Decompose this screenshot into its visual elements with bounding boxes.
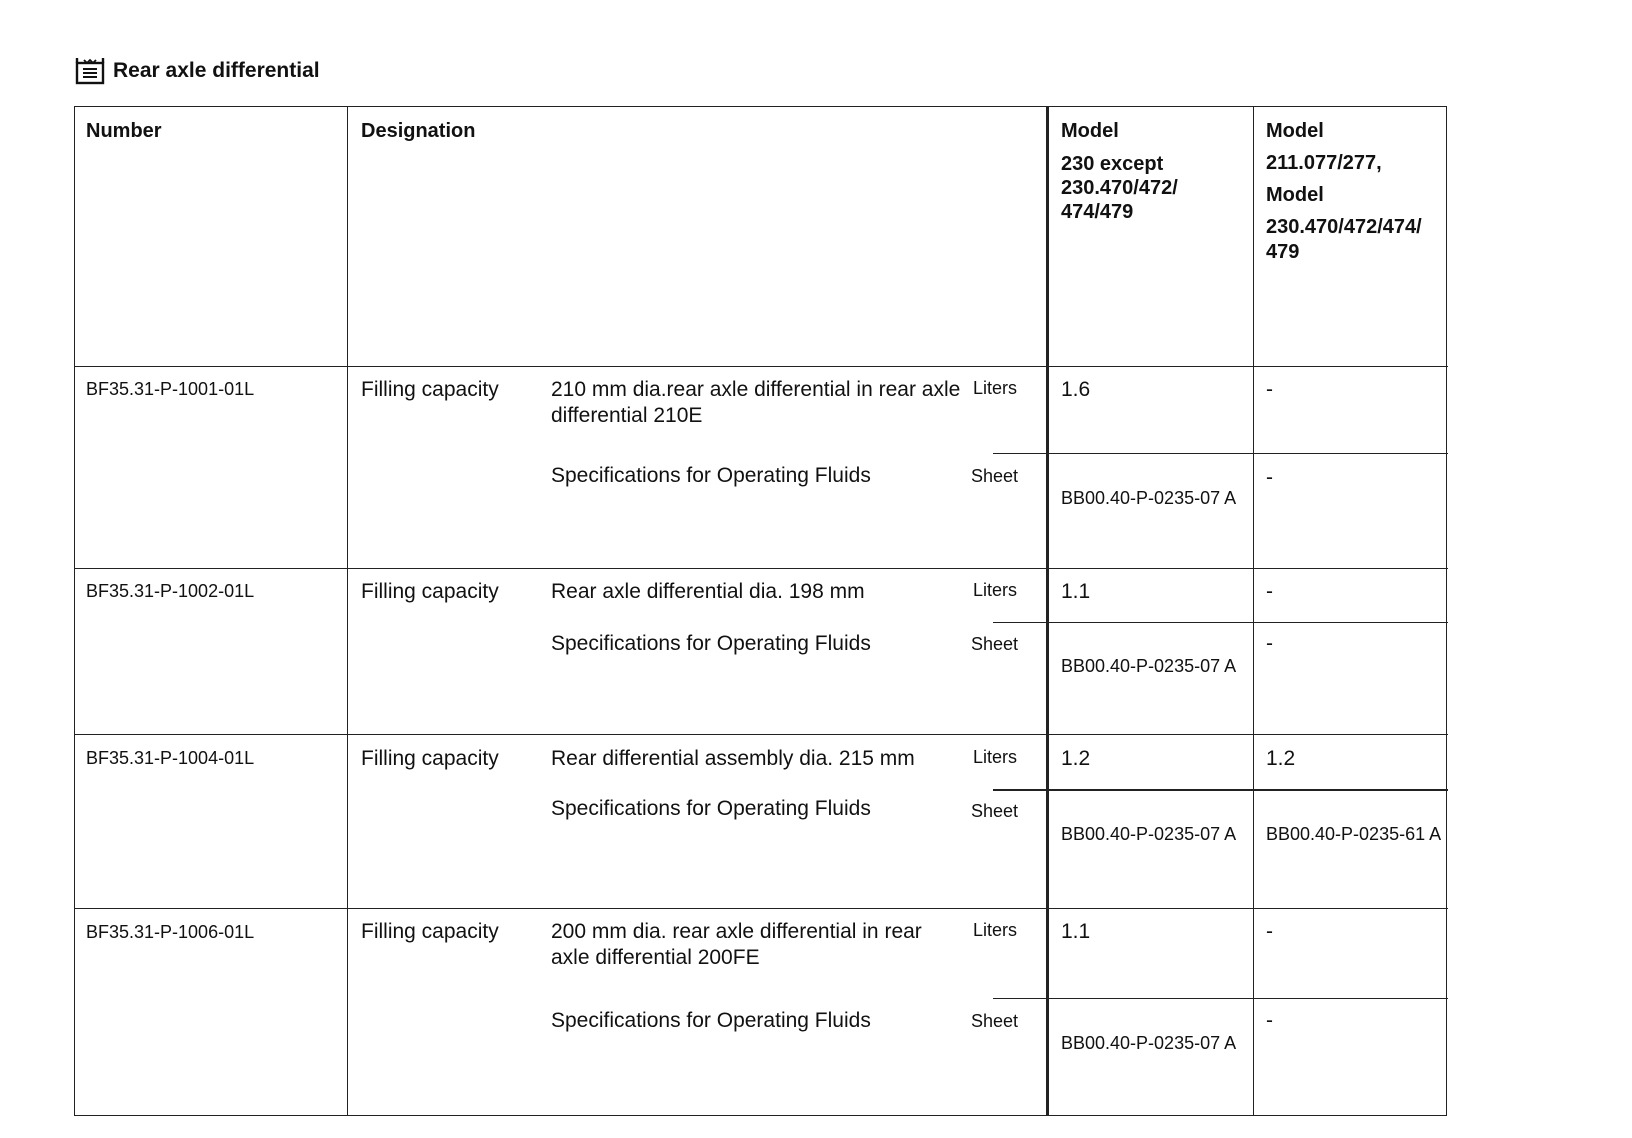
row-value-model-2: - xyxy=(1266,580,1273,603)
row-value-model-2: 1.2 xyxy=(1266,747,1296,770)
row-value-model-2: - xyxy=(1266,378,1273,401)
row-spec-unit: Sheet xyxy=(971,801,1019,821)
row-value-model-1: 1.1 xyxy=(1061,580,1091,603)
row-spec-unit: Sheet xyxy=(971,466,1019,486)
row-unit: Liters xyxy=(973,378,1018,398)
row-sheet-model-2: - xyxy=(1266,632,1273,655)
row-sheet-model-1: BB00.40-P-0235-07 A xyxy=(1061,488,1237,508)
row-value-model-2: - xyxy=(1266,920,1273,943)
header-model-2: Model 211.077/277, Model 230.470/472/474/ 479 xyxy=(1266,120,1422,263)
row-sheet-model-1: BB00.40-P-0235-07 A xyxy=(1061,656,1237,676)
row-spec-unit: Sheet xyxy=(971,1011,1019,1031)
row-number: BF35.31-P-1006-01L xyxy=(86,922,255,942)
row-description: Rear differential assembly dia. 215 mm xyxy=(551,747,915,770)
row-sheet-model-2: - xyxy=(1266,1009,1273,1032)
row-unit: Liters xyxy=(973,747,1018,767)
capacity-table xyxy=(74,106,1447,1116)
header-model-1: Model 230 except 230.470/472/ 474/479 xyxy=(1061,120,1178,223)
row-sheet-model-2: BB00.40-P-0235-61 A xyxy=(1266,824,1442,844)
row-unit: Liters xyxy=(973,920,1018,940)
row-sheet-model-1: BB00.40-P-0235-07 A xyxy=(1061,1033,1237,1053)
page-title xyxy=(75,55,320,87)
title-text: Rear axle differential xyxy=(113,59,320,82)
row-designation: Filling capacity xyxy=(361,378,499,401)
row-value-model-1: 1.1 xyxy=(1061,920,1091,943)
row-number: BF35.31-P-1002-01L xyxy=(86,581,255,601)
row-number: BF35.31-P-1001-01L xyxy=(86,379,255,399)
row-spec: Specifications for Operating Fluids xyxy=(551,632,871,655)
header-number: Number xyxy=(86,120,162,142)
row-unit: Liters xyxy=(973,580,1018,600)
row-designation: Filling capacity xyxy=(361,920,499,943)
row-number: BF35.31-P-1004-01L xyxy=(86,748,255,768)
row-spec-unit: Sheet xyxy=(971,634,1019,654)
row-spec: Specifications for Operating Fluids xyxy=(551,797,871,820)
row-description: Rear axle differential dia. 198 mm xyxy=(551,580,865,603)
row-value-model-1: 1.2 xyxy=(1061,747,1091,770)
header-designation: Designation xyxy=(361,120,476,142)
row-value-model-1: 1.6 xyxy=(1061,378,1091,401)
row-description: 210 mm dia.rear axle differential in rear axle differential 210E xyxy=(551,378,961,427)
row-sheet-model-2: - xyxy=(1266,466,1273,489)
row-designation: Filling capacity xyxy=(361,580,499,603)
row-spec: Specifications for Operating Fluids xyxy=(551,464,871,487)
row-sheet-model-1: BB00.40-P-0235-07 A xyxy=(1061,824,1237,844)
row-spec: Specifications for Operating Fluids xyxy=(551,1009,871,1032)
table-icon xyxy=(75,57,105,85)
row-designation: Filling capacity xyxy=(361,747,499,770)
row-description: 200 mm dia. rear axle differential in rear axle differential 200FE xyxy=(551,920,922,969)
